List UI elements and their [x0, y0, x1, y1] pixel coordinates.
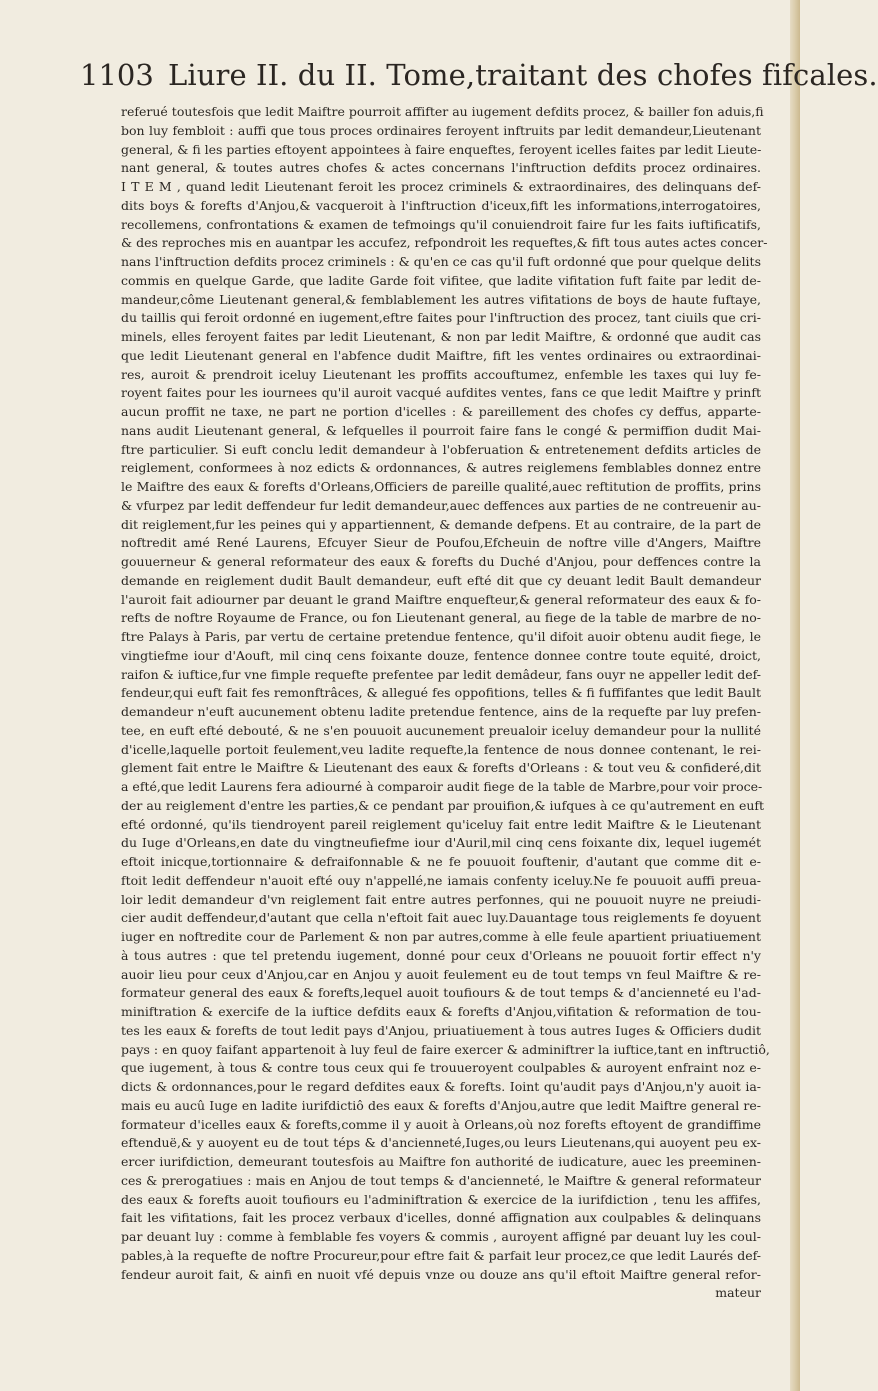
- text-line: fendeur,qui euft fait fes remonftrâces, & allegué fes oppofitions, telles & fi fuffifantes que ledit Bault: [121, 685, 761, 701]
- text-line: ftoit ledit deffendeur n'auoit efté ouy n'appellé,ne iamais confenty iceluy.Ne fe pouuoit auffi preua-: [121, 872, 761, 888]
- text-line: aucun proffit ne taxe, ne part ne portion d'icelles : & pareillement des chofes cy deffus, apparte-: [121, 404, 761, 419]
- text-line: ftre particulier. Si euft conclu ledit demandeur à l'obferuation & entretenement defdits articles de: [121, 441, 761, 457]
- text-line: pays : en quoy faifant appartenoit à luy feul de faire exercer & adminiftrer la iuftice,tant en inftructiô,: [121, 1041, 770, 1057]
- text-line: nant general, & toutes autres chofes & actes concernans l'inftruction defdits procez ordinaires.: [121, 160, 761, 176]
- text-line: par deuant luy : comme à femblable fes voyers & commis , auroyent affigné par deuant luy les coul-: [121, 1229, 761, 1244]
- page-header: [80, 58, 878, 98]
- text-line: du Iuge d'Orleans,en date du vingtneufiefme iour d'Auril,mil cinq cens foixante dix, lequel iugemét: [121, 835, 761, 851]
- text-line: & vfurpez par ledit deffendeur fur ledit demandeur,auec deffences aux parties de ne contreuenir au-: [121, 497, 761, 513]
- text-line: I T E M , quand ledit Lieutenant feroit les procez criminels & extraordinaires, des delinquans def-: [121, 179, 761, 194]
- text-line: refts de noftre Royaume de France, ou fon Lieutenant general, au fiege de la table de marbre de no-: [121, 610, 761, 626]
- text-line: auoir lieu pour ceux d'Anjou,car en Anjou y auoit feulement eu de tout temps vn feul Maiftre & re-: [121, 966, 761, 982]
- text-line: raifon & iuftice,fur vne fimple requefte prefentee par ledit demâdeur, fans ouyr ne appeller ledit def-: [121, 666, 761, 682]
- text-line: nans l'inftruction defdits procez criminels : & qu'en ce cas qu'il fuft ordonné que pour quelque delits: [121, 254, 761, 269]
- text-line: referué toutesfois que ledit Maiftre pourroit affifter au iugement defdits procez, & bailler fon aduis,fi: [121, 104, 764, 119]
- text-line: dicts & ordonnances,pour le regard defdites eaux & forefts. Ioint qu'audit pays d'Anjou,n'y auoit ia-: [121, 1079, 761, 1094]
- text-line: noftredit amé René Laurens, Efcuyer Sieur de Poufou,Efcheuin de noftre ville d'Angers, Maiftre: [121, 535, 761, 551]
- text-line: loir ledit demandeur d'vn reiglement fait entre autres perfonnes, qui ne pouuoit nuyre ne preiudi-: [121, 891, 761, 907]
- text-line: mandeur,côme Lieutenant general,& femblablement les autres vifitations de boys de haute fuftaye,: [121, 291, 761, 307]
- text-line: à tous autres : que tel pretendu iugement, donné pour ceux d'Orleans ne pouuoit fortir effect n'y: [121, 947, 761, 963]
- text-line: reiglement, conformees à noz edicts & ordonnances, & autres reiglemens femblables donnez entre: [121, 460, 761, 476]
- text-line: formateur d'icelles eaux & forefts,comme il y auoit à Orleans,où noz forefts eftoyent de grandiffime: [121, 1116, 761, 1132]
- text-line: efté ordonné, qu'ils tiendroyent pareil reiglement qu'iceluy fait entre ledit Maiftre & le Lieutenant: [121, 816, 761, 832]
- text-line: fait les vifitations, fait les procez verbaux d'icelles, donné affignation aux coulpables & delinquans: [121, 1210, 761, 1226]
- text-line: res, auroit & prendroit iceluy Lieutenant les proffits accouftumez, enfemble les taxes qui luy fe-: [121, 366, 761, 382]
- text-line: royent faites pour les iournees qu'il auroit vacqué aufdites ventes, fans ce que ledit Maiftre y prinft: [121, 385, 761, 401]
- text-line: du taillis qui feroit ordonné en iugement,eftre faites pour l'inftruction des procez, tant ciuils que cri-: [121, 310, 761, 326]
- page-number: 1103: [80, 58, 154, 92]
- text-line: vingtiefme iour d'Aouft, mil cinq cens foixante douze, fentence donnee contre toute equité, droict,: [121, 647, 761, 663]
- text-line: a efté,que ledit Laurens fera adiourné à comparoir audit fiege de la table de Marbre,pour voir proce-: [121, 779, 763, 794]
- text-line: tee, en euft efté debouté, & ne s'en pouuoit aucunement preualoir iceluy demandeur pour la nullité: [121, 722, 761, 738]
- text-line: eftenduë,& y auoyent eu de tout téps & d'ancienneté,Iuges,ou leurs Lieutenans,qui auoyent peu ex-: [121, 1135, 761, 1151]
- text-line: mais eu aucû Iuge en ladite iurifdictiô des eaux & forefts d'Anjou,autre que ledit Maiftre general re-: [121, 1097, 761, 1113]
- text-line: dits boys & forefts d'Anjou,& vacqueroit à l'inftruction d'iceux,fift les informations,interrogatoires,: [121, 197, 761, 213]
- text-line: le Maiftre des eaux & forefts d'Orleans,Officiers de pareille qualité,auec reftitution de proffits, prins: [121, 479, 761, 494]
- text-line: mateur: [715, 1285, 761, 1301]
- text-line: general, & fi les parties eftoyent appointees à faire enqueftes, feroyent icelles faites par ledit Lieute-: [121, 141, 762, 157]
- text-line: des eaux & forefts auoit toufiours eu l'adminiftration & exercice de la iurifdiction , tenu les affifes,: [121, 1191, 761, 1207]
- text-line: minels, elles feroyent faites par ledit Lieutenant, & non par ledit Maiftre, & ordonné que audit cas: [121, 329, 761, 344]
- text-line: demande en reiglement dudit Bault demandeur, euft efté dit que cy deuant ledit Bault demandeur: [121, 572, 761, 588]
- text-line: ercer iurifdiction, demeurant toutesfois au Maiftre fon authorité de iudicature, auec les preeminen-: [121, 1154, 761, 1169]
- text-line: bon luy fembloit : auffi que tous proces ordinaires feroyent inftruits par ledit demandeur,Lieutenant: [121, 122, 761, 138]
- text-line: l'auroit fait adiourner par deuant le grand Maiftre enquefteur,& general reformateur des eaux & fo-: [121, 591, 761, 607]
- text-line: der au reiglement d'entre les parties,& ce pendant par prouifion,& iufques à ce qu'autrement en euft: [121, 797, 765, 813]
- text-line: iuger en noftredite cour de Parlement & non par autres,comme à elle feule apartient priuatiuement: [121, 929, 761, 944]
- text-line: formateur general des eaux & forefts,lequel auoit toufiours & de tout temps & d'ancienneté eu l'ad-: [121, 985, 761, 1001]
- text-line: & des reproches mis en auantpar les accufez, refpondroit les requeftes,& fift tous autes actes concer-: [121, 235, 768, 251]
- text-line: ces & prerogatiues : mais en Anjou de tout temps & d'ancienneté, le Maiftre & general reformateur: [121, 1172, 761, 1188]
- text-line: d'icelle,laquelle portoit feulement,veu ladite requefte,la fentence de nous donnee contenant, le rei-: [121, 741, 761, 757]
- text-line: eftoit inicque,tortionnaire & defraifonnable & ne fe pouuoit fouftenir, d'autant que comme dit e-: [121, 854, 761, 869]
- text-line: miniftration & exercife de la iuftice defdits eaux & forefts d'Anjou,vifitation & reformation de tou-: [121, 1004, 761, 1019]
- text-line: dit reiglement,fur les peines qui y appartiennent, & demande defpens. Et au contraire, de la part de: [121, 516, 761, 532]
- running-title: Liure II. du II. Tome,traitant des chofes fifcales.: [168, 58, 878, 92]
- text-line: fendeur auroit fait, & ainfi en nuoit vfé depuis vnze ou douze ans qu'il eftoit Maiftre general refor-: [121, 1266, 761, 1282]
- text-line: commis en quelque Garde, que ladite Garde foit vifitee, que ladite vifitation fuft faite par ledit de-: [121, 272, 761, 288]
- text-line: cier audit deffendeur,d'autant que cella n'eftoit fait auec luy.Dauantage tous reiglements fe doyuent: [121, 910, 761, 926]
- text-line: que iugement, à tous & contre tous ceux qui fe trouueroyent coulpables & auroyent enfraint noz e-: [121, 1060, 761, 1076]
- text-line: glement fait entre le Maiftre & Lieutenant des eaux & forefts d'Orleans : & tout veu & confideré,dit: [121, 760, 761, 776]
- text-line: tes les eaux & forefts de tout ledit pays d'Anjou, priuatiuement à tous autres Iuges & Officiers dudit: [121, 1022, 761, 1038]
- body-text: [121, 103, 770, 1303]
- page-edge: [790, 0, 800, 1391]
- text-line: ftre Palays à Paris, par vertu de certaine pretendue fentence, qu'il difoit auoir obtenu audit fiege, le: [121, 629, 761, 644]
- text-line: gouuerneur & general reformateur des eaux & forefts du Duché d'Anjou, pour deffences contre la: [121, 554, 761, 569]
- text-line: que ledit Lieutenant general en l'abfence dudit Maiftre, fift les ventes ordinaires ou extraordinai-: [121, 347, 761, 363]
- text-line: nans audit Lieutenant general, & lefquelles il pourroit faire fans le congé & permiffion dudit Mai-: [121, 422, 761, 438]
- text-line: pables,à la requefte de noftre Procureur,pour eftre fait & parfait leur procez,ce que ledit Laurés def-: [121, 1247, 761, 1263]
- text-line: demandeur n'euft aucunement obtenu ladite pretendue fentence, ains de la requefte par luy prefen-: [121, 704, 761, 719]
- text-line: recollemens, confrontations & examen de tefmoings qu'il conuiendroit faire fur les faits iuftificatifs,: [121, 216, 761, 232]
